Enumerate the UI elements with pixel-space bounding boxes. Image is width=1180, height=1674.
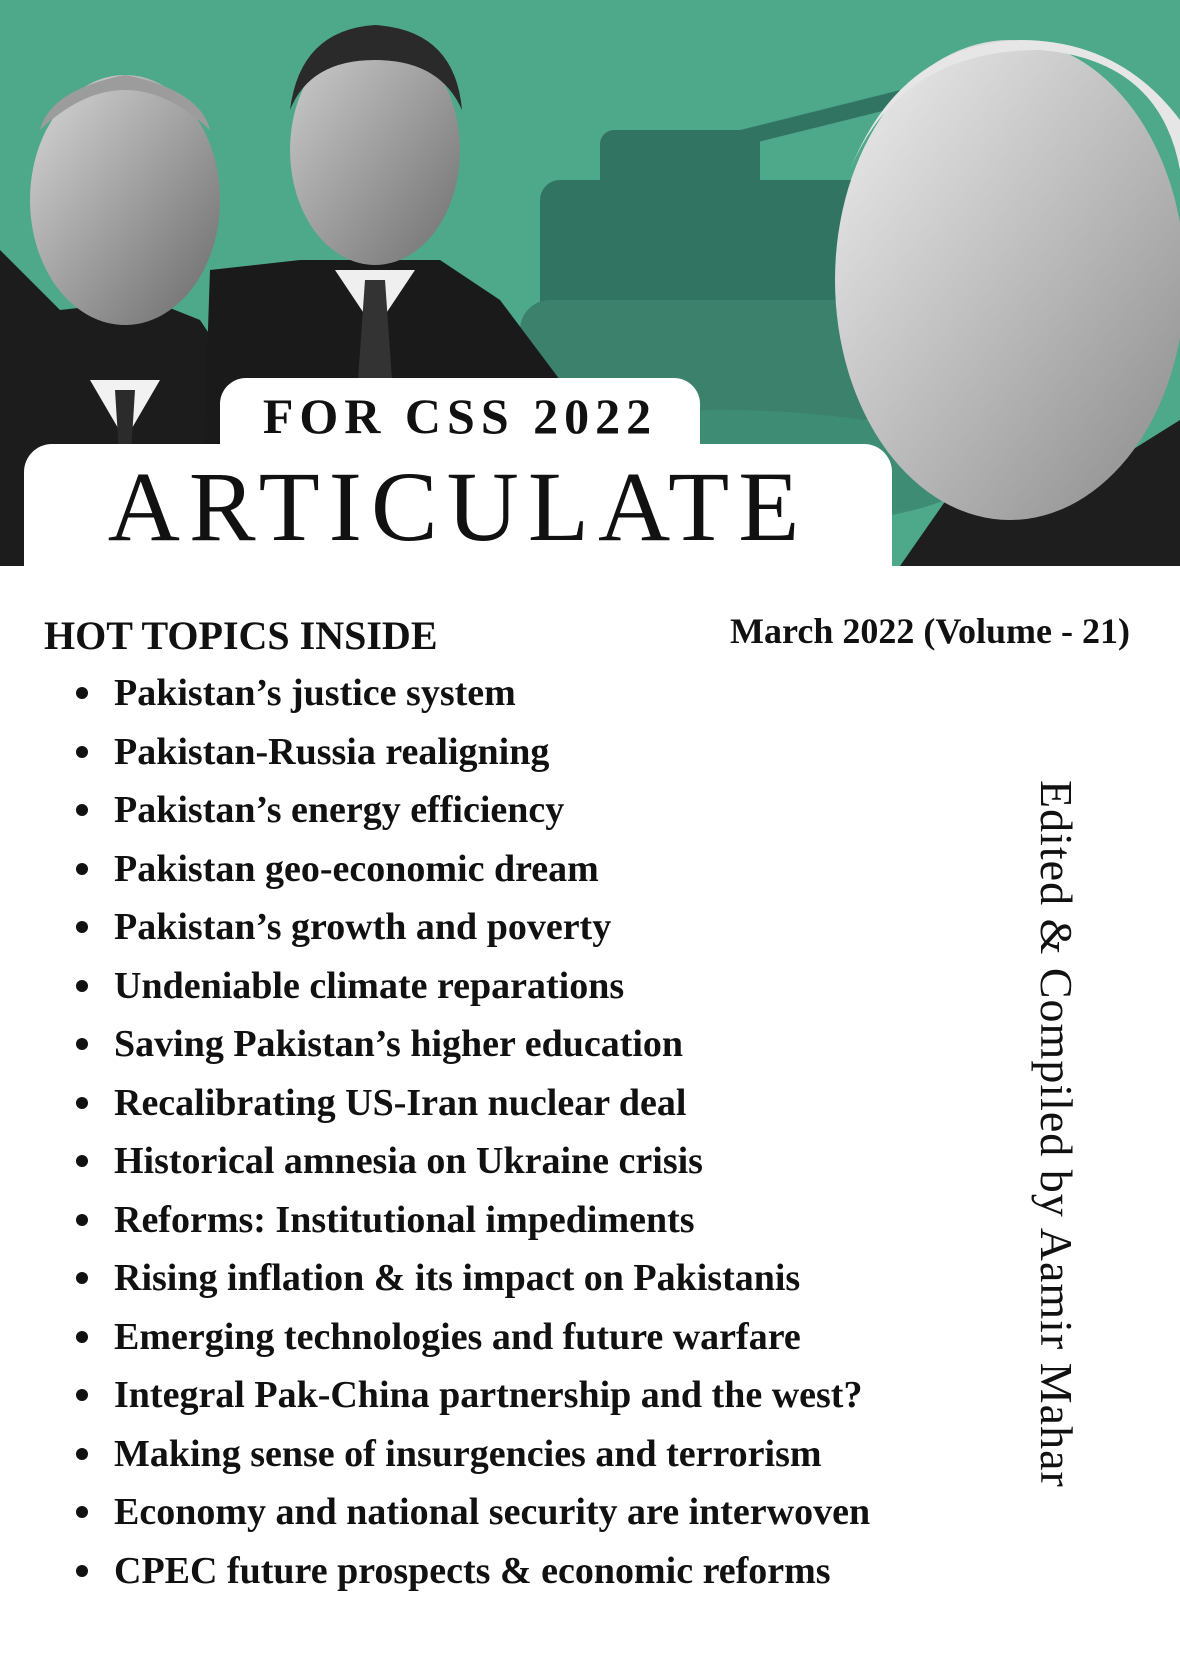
section-heading: HOT TOPICS INSIDE bbox=[44, 613, 438, 658]
bullet-icon bbox=[76, 1448, 88, 1460]
bullet-icon bbox=[76, 1331, 88, 1343]
cover-title-block bbox=[0, 0, 1180, 566]
list-item: Pakistan’s growth and poverty bbox=[76, 898, 996, 957]
list-item: Pakistan’s energy efficiency bbox=[76, 781, 996, 840]
bullet-icon bbox=[76, 1506, 88, 1518]
cover-title: ARTICULATE bbox=[24, 444, 892, 568]
list-item: Recalibrating US-Iran nuclear deal bbox=[76, 1074, 996, 1133]
bullet-icon bbox=[76, 687, 88, 699]
list-item: Emerging technologies and future warfare bbox=[76, 1308, 996, 1367]
editor-credit: Edited & Compiled by Aamir Mahar bbox=[1031, 780, 1082, 1488]
list-item: Saving Pakistan’s higher education bbox=[76, 1015, 996, 1074]
list-item: Pakistan’s justice system bbox=[76, 664, 996, 723]
list-item: Reforms: Institutional impediments bbox=[76, 1191, 996, 1250]
list-item: Undeniable climate reparations bbox=[76, 957, 996, 1016]
list-item: Historical amnesia on Ukraine crisis bbox=[76, 1132, 996, 1191]
bullet-icon bbox=[76, 863, 88, 875]
bullet-icon bbox=[76, 1038, 88, 1050]
list-item: Pakistan-Russia realigning bbox=[76, 723, 996, 782]
bullet-icon bbox=[76, 1565, 88, 1577]
list-item: Making sense of insurgencies and terrorism bbox=[76, 1425, 996, 1484]
bullet-icon bbox=[76, 921, 88, 933]
list-item: Integral Pak-China partnership and the west? bbox=[76, 1366, 996, 1425]
list-item: Economy and national security are interwoven bbox=[76, 1483, 996, 1542]
cover-subtitle: FOR CSS 2022 bbox=[220, 378, 700, 454]
bullet-icon bbox=[76, 1155, 88, 1167]
bullet-icon bbox=[76, 804, 88, 816]
bullet-icon bbox=[76, 1272, 88, 1284]
bullet-icon bbox=[76, 1214, 88, 1226]
bullet-icon bbox=[76, 980, 88, 992]
bullet-icon bbox=[76, 1389, 88, 1401]
bullet-icon bbox=[76, 746, 88, 758]
bullet-icon bbox=[76, 1097, 88, 1109]
list-item: CPEC future prospects & economic reforms bbox=[76, 1542, 996, 1601]
list-item: Pakistan geo-economic dream bbox=[76, 840, 996, 899]
topics-list bbox=[76, 664, 996, 1600]
list-item: Rising inflation & its impact on Pakistanis bbox=[76, 1249, 996, 1308]
issue-date: March 2022 (Volume - 21) bbox=[730, 611, 1130, 651]
